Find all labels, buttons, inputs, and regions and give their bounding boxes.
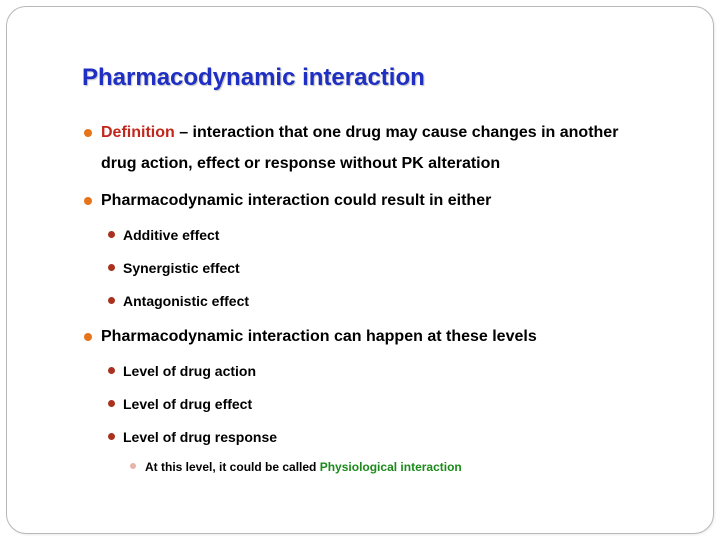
definition-line1	[101, 124, 618, 142]
sub-bullet-dot	[108, 400, 115, 407]
note-prefix: At this level, it could be called	[145, 460, 320, 474]
slide-title: Pharmacodynamic interaction	[82, 64, 425, 91]
sub-item-drug-action: Level of drug action	[123, 363, 257, 379]
sub-sub-bullet-dot	[130, 463, 136, 469]
bullet-dot	[84, 129, 92, 137]
bullet-dot	[84, 197, 92, 205]
sub-bullet-dot	[108, 297, 115, 304]
sub-item-antagonistic: Antagonistic effect	[123, 293, 250, 309]
sub-bullet-dot	[108, 231, 115, 238]
physiological-note	[145, 460, 462, 474]
result-heading: Pharmacodynamic interaction could result in either	[101, 192, 492, 209]
sub-item-drug-response: Level of drug response	[123, 429, 278, 445]
sub-bullet-dot	[108, 367, 115, 374]
sub-item-drug-effect: Level of drug effect	[123, 396, 253, 412]
sub-item-synergistic: Synergistic effect	[123, 260, 240, 276]
definition-term: Definition	[101, 124, 175, 141]
bullet-dot	[84, 333, 92, 341]
note-highlight: Physiological interaction	[319, 460, 462, 474]
sub-bullet-dot	[108, 264, 115, 271]
definition-text-1: – interaction that one drug may cause changes in another	[174, 124, 619, 141]
sub-item-additive: Additive effect	[123, 227, 220, 243]
sub-bullet-dot	[108, 433, 115, 440]
levels-heading: Pharmacodynamic interaction can happen at these levels	[101, 328, 537, 345]
definition-line2: drug action, effect or response without PK alteration	[101, 155, 501, 172]
